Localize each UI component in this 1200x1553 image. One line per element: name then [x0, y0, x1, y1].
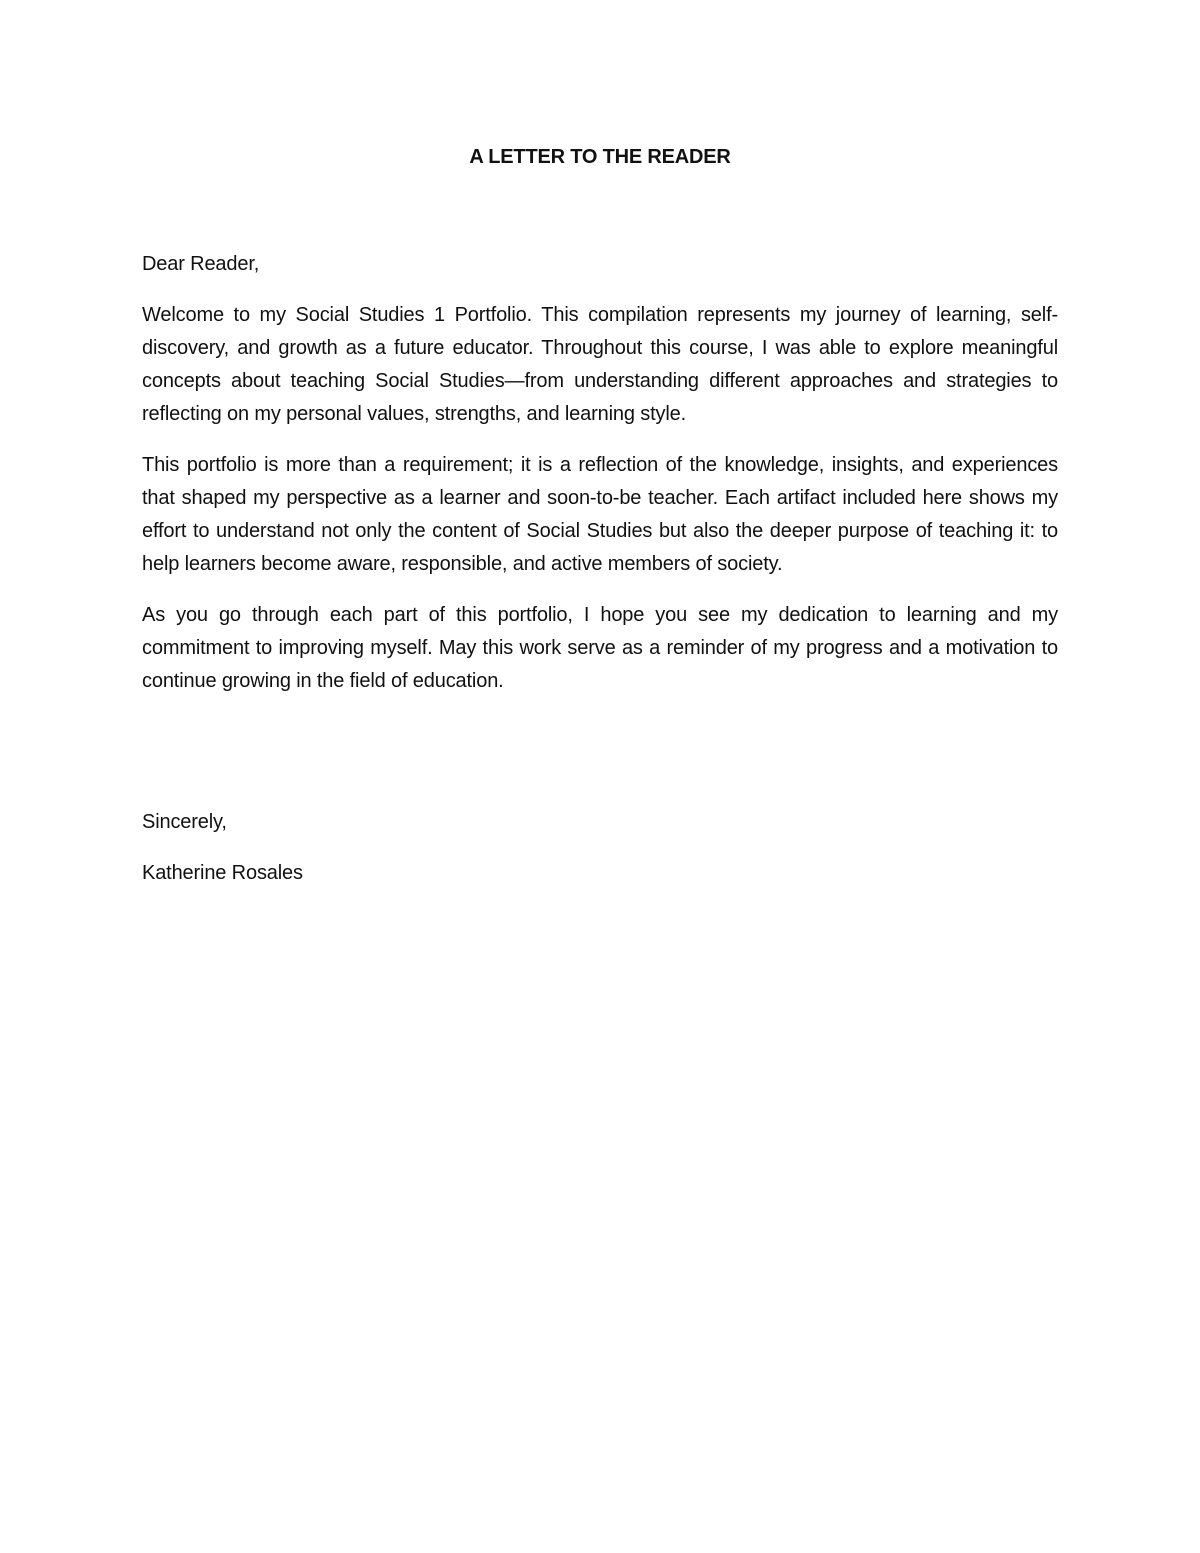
closing-line: Sincerely, [142, 811, 227, 833]
paragraph-closing-remarks: As you go through each part of this portfolio, I hope you see my dedication to learning and my commitment to improving myself. May this work serve as a reminder of my progress and a motivation to continue growing in the field of education. [142, 604, 1058, 692]
paragraph-welcome: Welcome to my Social Studies 1 Portfolio. This compilation represents my journey of learning, self-discovery, and growth as a future educator. Throughout this course, I was able to explore meaningful concepts about teaching Social Studies—from understanding different approaches and strategies to reflecting on my personal values, strengths, and learning style. [142, 304, 1058, 425]
document-title: A LETTER TO THE READER [469, 146, 731, 168]
salutation: Dear Reader, [142, 253, 260, 275]
letter-body [142, 248, 1058, 716]
signature-name: Katherine Rosales [142, 862, 303, 884]
paragraph-reflection: This portfolio is more than a requirement; it is a reflection of the knowledge, insights, and experiences that shaped my perspective as a learner and soon-to-be teacher. Each artifact included here shows my effort to understand not only the content of Social Studies but also the deeper purpose of teaching it: to help learners become aware, responsible, and active members of society. [142, 454, 1058, 575]
